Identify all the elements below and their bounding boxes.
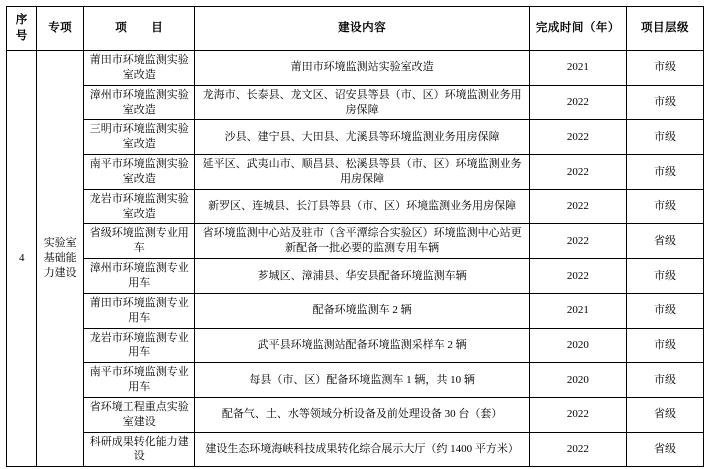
row-year: 2022: [529, 189, 626, 224]
row-content: 建设生态环境海峡科技成果转化综合展示大厅（约 1400 平方米）: [195, 432, 529, 467]
row-content: 配备气、土、水等领域分析设备及前处理设备 30 台（套）: [195, 397, 529, 432]
row-level: 省级: [626, 224, 703, 259]
row-item: 省环境工程重点实验室建设: [83, 397, 194, 432]
row-level: 市级: [626, 363, 703, 398]
row-year: 2022: [529, 397, 626, 432]
row-item: 莆田市环境监测专业用车: [83, 293, 194, 328]
row-content: 配备环境监测车 2 辆: [195, 293, 529, 328]
row-level: 市级: [626, 259, 703, 294]
table-row: [7, 293, 704, 328]
table-row: [7, 328, 704, 363]
table-row: [7, 432, 704, 467]
column-header-content: 建设内容: [195, 7, 529, 51]
row-item: 省级环境监测专业用车: [83, 224, 194, 259]
column-header-year: 完成时间（年）: [529, 7, 626, 51]
row-level: 市级: [626, 120, 703, 155]
column-header-special: 专项: [37, 7, 84, 51]
row-content: 龙海市、长泰县、龙文区、诏安县等县（市、区）环境监测业务用房保障: [195, 85, 529, 120]
row-content: 莆田市环境监测站实验室改造: [195, 51, 529, 86]
row-year: 2020: [529, 328, 626, 363]
row-content: 延平区、武夷山市、顺昌县、松溪县等县（市、区）环境监测业务用房保障: [195, 155, 529, 190]
table-row: [7, 85, 704, 120]
table-row: [7, 259, 704, 294]
row-level: 市级: [626, 85, 703, 120]
column-header-level: 项目层级: [626, 7, 703, 51]
row-level: 省级: [626, 397, 703, 432]
row-year: 2020: [529, 363, 626, 398]
row-content: 省环境监测中心站及驻市（含平潭综合实验区）环境监测中心站更新配备一批必要的监测专用车辆: [195, 224, 529, 259]
row-content: 武平县环境监测站配备环境监测采样车 2 辆: [195, 328, 529, 363]
table-header: [7, 7, 704, 51]
row-year: 2022: [529, 224, 626, 259]
table-row: [7, 189, 704, 224]
row-level: 省级: [626, 432, 703, 467]
row-content: 新罗区、连城县、长汀县等县（市、区）环境监测业务用房保障: [195, 189, 529, 224]
row-year: 2021: [529, 51, 626, 86]
table-row: [7, 224, 704, 259]
row-year: 2022: [529, 120, 626, 155]
row-item: 龙岩市环境监测专业用车: [83, 328, 194, 363]
row-item: 科研成果转化能力建设: [83, 432, 194, 467]
row-item: 莆田市环境监测实验室改造: [83, 51, 194, 86]
row-level: 市级: [626, 328, 703, 363]
row-item: 龙岩市环境监测实验室改造: [83, 189, 194, 224]
table-header-row: [7, 7, 704, 51]
project-table: [6, 6, 704, 467]
row-item: 漳州市环境监测专业用车: [83, 259, 194, 294]
row-year: 2022: [529, 155, 626, 190]
row-level: 市级: [626, 51, 703, 86]
row-content: 芗城区、漳浦县、华安县配备环境监测车辆: [195, 259, 529, 294]
table-row: [7, 120, 704, 155]
table-row: [7, 397, 704, 432]
row-year: 2022: [529, 432, 626, 467]
row-content: 每县（市、区）配备环境监测车 1 辆，共 10 辆: [195, 363, 529, 398]
column-header-seq: 序号: [7, 7, 37, 51]
table-row: [7, 51, 704, 86]
table-row: [7, 155, 704, 190]
row-year: 2022: [529, 259, 626, 294]
group-special-cell: 实验室基础能力建设: [37, 51, 84, 467]
row-level: 市级: [626, 189, 703, 224]
row-item: 漳州市环境监测实验室改造: [83, 85, 194, 120]
row-item: 南平市环境监测实验室改造: [83, 155, 194, 190]
row-year: 2021: [529, 293, 626, 328]
table-row: [7, 363, 704, 398]
row-year: 2022: [529, 85, 626, 120]
group-sequence-cell: 4: [7, 51, 37, 467]
table-body: [7, 51, 704, 467]
column-header-item: 项 目: [83, 7, 194, 51]
row-content: 沙县、建宁县、大田县、尤溪县等环境监测业务用房保障: [195, 120, 529, 155]
row-level: 市级: [626, 155, 703, 190]
row-item: 南平市环境监测专业用车: [83, 363, 194, 398]
row-item: 三明市环境监测实验室改造: [83, 120, 194, 155]
row-level: 市级: [626, 293, 703, 328]
